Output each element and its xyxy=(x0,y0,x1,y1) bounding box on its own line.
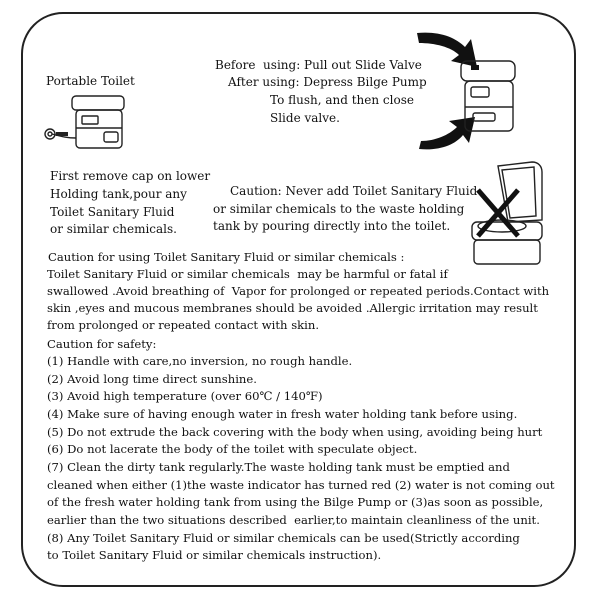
caution-fluid-line: from prolonged or repeated contact with skin. xyxy=(47,318,320,332)
safety-line: (7) Clean the dirty tank regularly.The waste holding tank must be emptied and xyxy=(47,460,510,474)
caution-pour-line1: Caution: Never add Toilet Sanitary Fluid xyxy=(230,184,478,198)
toilet-cap-illustration xyxy=(42,92,132,154)
caution-fluid-line: skin ,eyes and mucous membranes should be avoided .Allergic irritation may result xyxy=(47,301,538,315)
safety-line: (4) Make sure of having enough water in fresh water holding tank before using. xyxy=(47,407,518,421)
safety-line: (2) Avoid long time direct sunshine. xyxy=(47,372,257,386)
safety-line: to Toilet Sanitary Fluid or similar chemicals instruction). xyxy=(47,548,382,562)
caution-fluid-line: swallowed .Avoid breathing of Vapor for prolonged or repeated periods.Contact with xyxy=(47,284,550,298)
safety-heading: Caution for safety: xyxy=(47,337,157,351)
safety-line: (1) Handle with care,no inversion, no rough handle. xyxy=(47,354,353,368)
remove-cap-line4: or similar chemicals. xyxy=(50,222,177,236)
instruction-flush: To flush, and then close xyxy=(270,93,414,107)
safety-line: of the fresh water holding tank from using the Bilge Pump or (3)as soon as possible, xyxy=(47,495,544,509)
instruction-before: Before using: Pull out Slide Valve xyxy=(215,58,422,72)
caution-fluid-heading: Caution for using Toilet Sanitary Fluid or similar chemicals : xyxy=(48,250,405,264)
remove-cap-line1: First remove cap on lower xyxy=(50,169,211,183)
toilet-arrows-illustration xyxy=(415,25,525,165)
safety-line: (5) Do not extrude the back covering with the body when using, avoiding being hurt xyxy=(47,425,543,439)
instruction-after: After using: Depress Bilge Pump xyxy=(228,75,427,89)
remove-cap-line3: Toilet Sanitary Fluid xyxy=(50,205,175,219)
safety-line: cleaned when either (1)the waste indicator has turned red (2) water is not coming out xyxy=(47,478,555,492)
caution-pour-line2: or similar chemicals to the waste holding xyxy=(213,202,465,216)
safety-line: (3) Avoid high temperature (over 60℃ / 140℉) xyxy=(47,389,323,403)
safety-line: (8) Any Toilet Sanitary Fluid or similar chemicals can be used(Strictly according xyxy=(47,531,520,545)
safety-line: (6) Do not lacerate the body of the toilet with speculate object. xyxy=(47,442,418,456)
caution-pour-line3: tank by pouring directly into the toilet. xyxy=(213,219,451,233)
instruction-slide-valve: Slide valve. xyxy=(270,111,340,125)
toilet-no-pour-illustration xyxy=(462,160,552,270)
safety-line: earlier than the two situations described earlier,to maintain cleanliness of the unit. xyxy=(47,513,540,527)
portable-toilet-title: Portable Toilet xyxy=(46,74,135,88)
remove-cap-line2: Holding tank,pour any xyxy=(50,187,187,201)
caution-fluid-line: Toilet Sanitary Fluid or similar chemicals may be harmful or fatal if xyxy=(47,267,448,281)
